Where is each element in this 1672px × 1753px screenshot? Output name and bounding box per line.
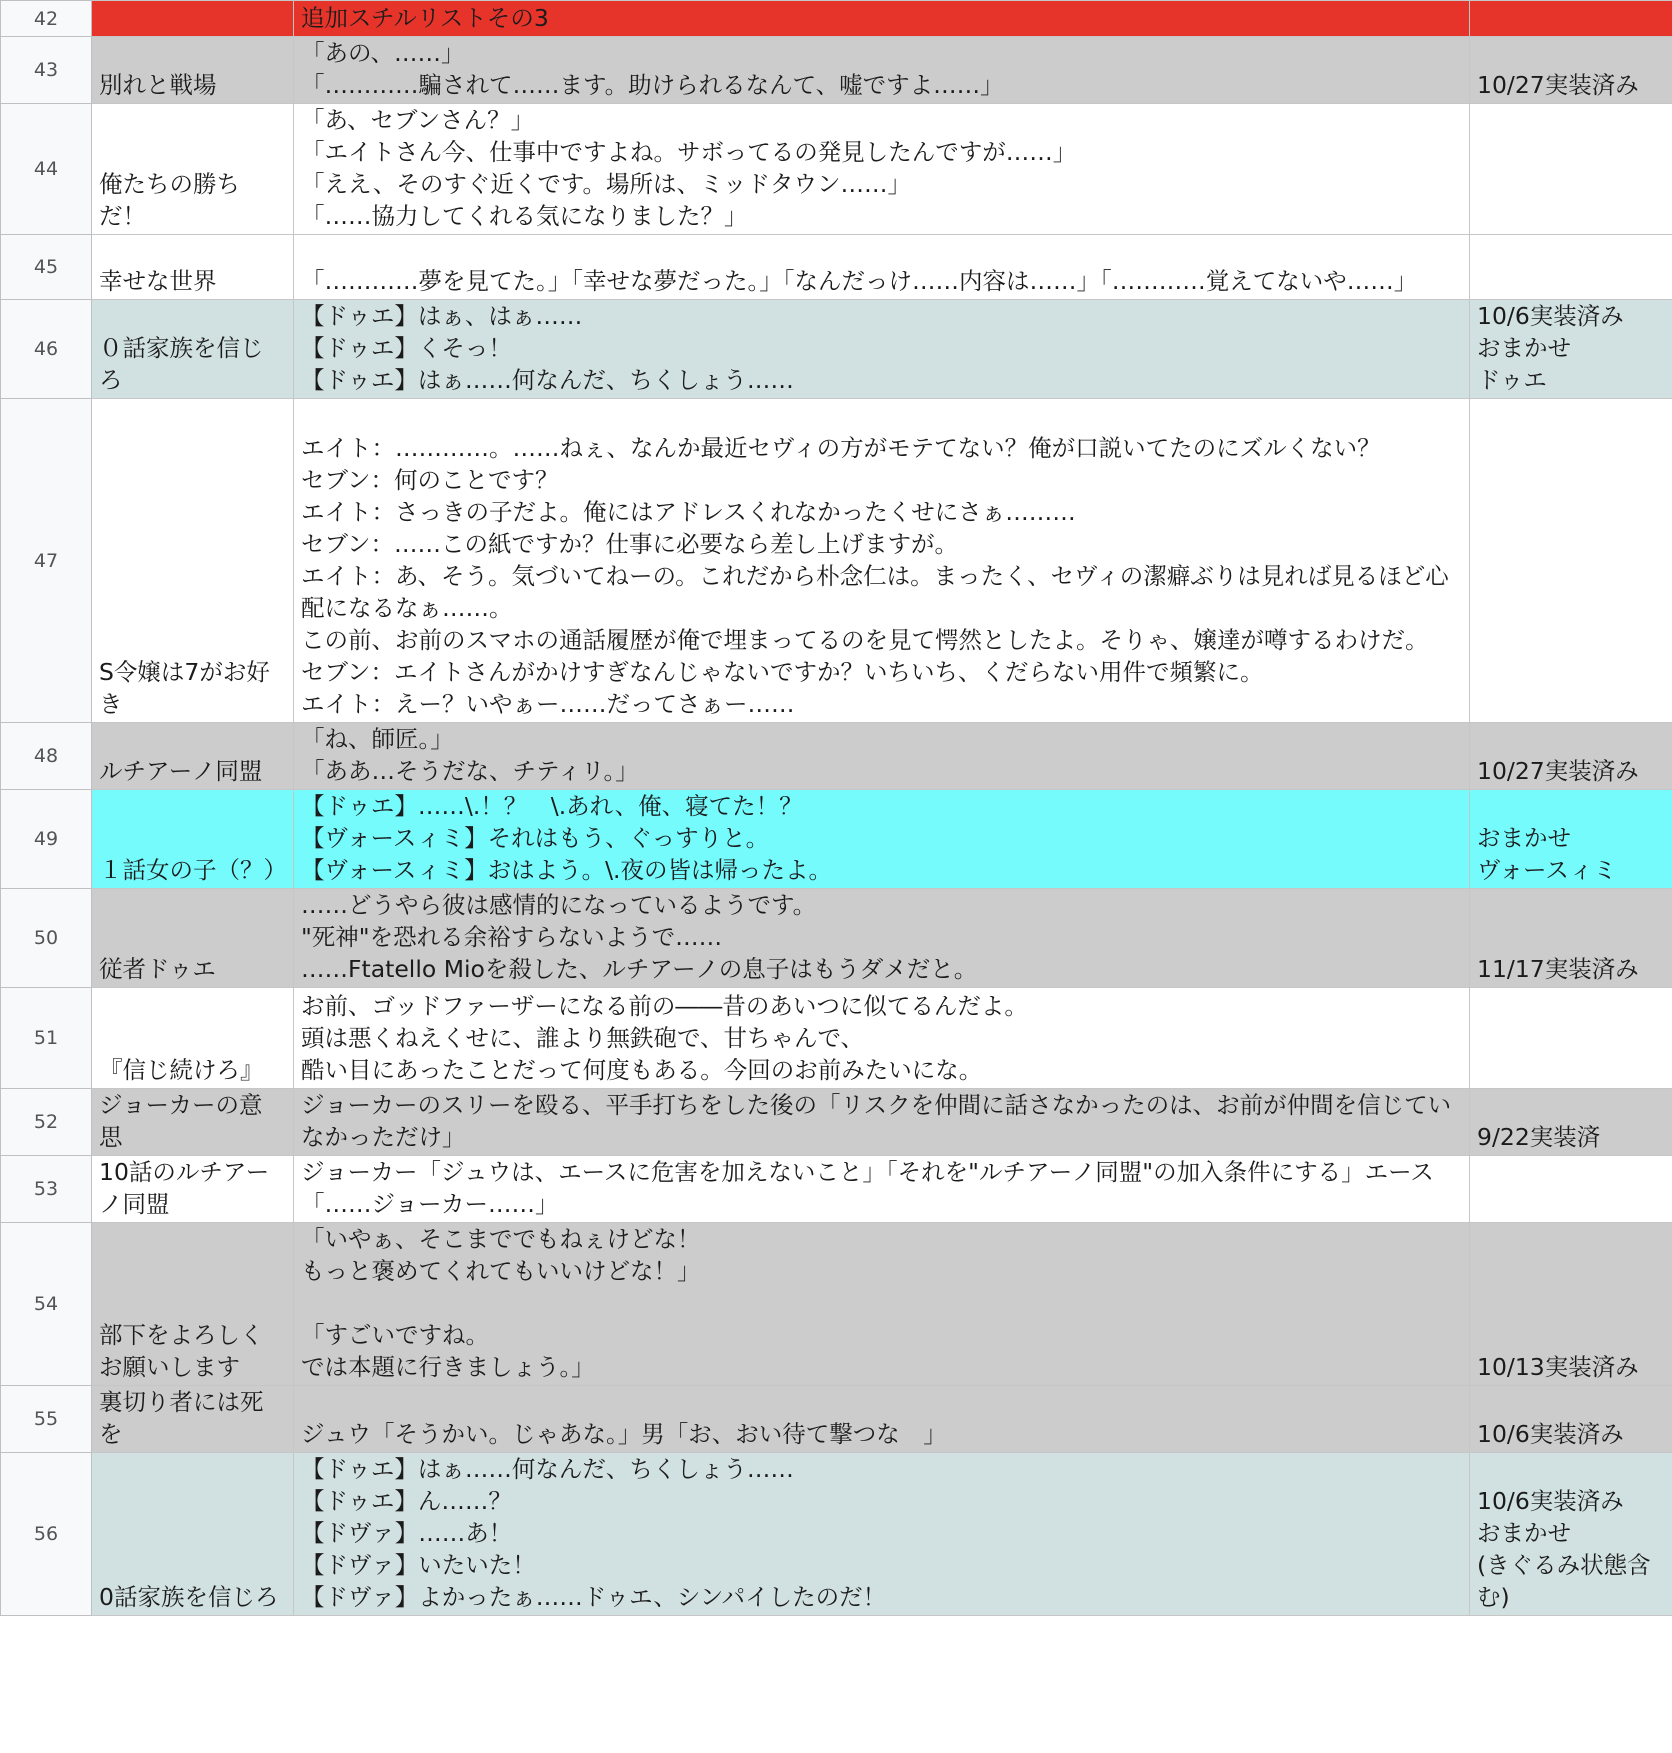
- row-number[interactable]: [1, 104, 92, 235]
- row-number-label: 53: [33, 1178, 59, 1200]
- dialogue-cell[interactable]: [294, 399, 1470, 723]
- row-number[interactable]: [1, 790, 92, 889]
- dialogue-cell[interactable]: [294, 1453, 1470, 1616]
- lines-text: 「いやぁ、そこまででもねぇけどな！ もっと褒めてくれてもいいけどな！」 「すごいですね。 では本題に行きましょう。」: [301, 1225, 701, 1381]
- title-text: １話女の子（？）: [99, 856, 287, 884]
- title-text: 10話のルチアーノ同盟: [99, 1158, 270, 1218]
- table-row: [1, 790, 1672, 889]
- title-cell[interactable]: [92, 399, 294, 723]
- title-cell[interactable]: [92, 889, 294, 988]
- row-number-label: 55: [33, 1408, 59, 1430]
- status-cell[interactable]: [1470, 889, 1672, 988]
- dialogue-cell[interactable]: [294, 235, 1470, 300]
- lines-text: ……どうやら彼は感情的になっているようです。 "死神"を恐れる余裕すらないようで…… ……Ftatello Mioを殺した、ルチアーノの息子はもうダメだと。: [301, 891, 978, 983]
- status-text: 10/6実装済み おまかせ ドゥエ: [1477, 302, 1624, 394]
- row-number[interactable]: [1, 1089, 92, 1156]
- dialogue-cell[interactable]: [294, 300, 1470, 399]
- title-cell[interactable]: [92, 1156, 294, 1223]
- status-text: 10/27実装済み: [1477, 757, 1639, 785]
- dialogue-cell[interactable]: [294, 1223, 1470, 1386]
- status-text: おまかせ ヴォースィミ: [1477, 824, 1617, 884]
- status-cell[interactable]: [1470, 235, 1672, 300]
- dialogue-cell[interactable]: [294, 104, 1470, 235]
- row-number[interactable]: [1, 889, 92, 988]
- table-row: [1, 235, 1672, 300]
- title-text: 幸せな世界: [99, 267, 217, 295]
- lines-text: 【ドゥエ】はぁ……何なんだ、ちくしょう…… 【ドゥエ】ん……？ 【ドヴァ】……あ！ 【ドヴァ】いたいた！ 【ドヴァ】よかったぁ……ドゥエ、シンパイしたのだ！: [301, 1455, 887, 1611]
- table-row: [1, 889, 1672, 988]
- title-cell[interactable]: [92, 1453, 294, 1616]
- row-number[interactable]: [1, 723, 92, 790]
- title-text: 部下をよろしくお願いします: [99, 1321, 264, 1381]
- dialogue-cell[interactable]: [294, 1156, 1470, 1223]
- title-text: ルチアーノ同盟: [99, 757, 263, 785]
- title-text: ジョーカーの意思: [99, 1091, 263, 1151]
- status-cell[interactable]: [1470, 1089, 1672, 1156]
- row-number[interactable]: [1, 1223, 92, 1386]
- lines-text: ジョーカーのスリーを殴る、平手打ちをした後の「リスクを仲間に話さなかったのは、お前が仲間を信じていなかっただけ」: [301, 1091, 1452, 1151]
- status-text: 11/17実装済み: [1477, 955, 1639, 983]
- title-cell[interactable]: [92, 1089, 294, 1156]
- lines-text: 「あの、……」 「…………騙されて……ます。助けられるなんて、嘘ですよ……」: [301, 39, 1004, 99]
- title-text: 0話家族を信じろ: [99, 1583, 279, 1611]
- status-text: 10/6実装済み おまかせ (きぐるみ状態含む): [1477, 1487, 1651, 1611]
- row-number[interactable]: [1, 988, 92, 1089]
- row-number-label: 46: [33, 338, 59, 360]
- status-cell[interactable]: [1470, 1386, 1672, 1453]
- dialogue-cell[interactable]: [294, 1089, 1470, 1156]
- status-cell[interactable]: [1470, 723, 1672, 790]
- status-text: 10/13実装済み: [1477, 1353, 1639, 1381]
- row-number[interactable]: [1, 1386, 92, 1453]
- dialogue-cell[interactable]: [294, 988, 1470, 1089]
- row-number-label: 45: [33, 256, 59, 278]
- row-number[interactable]: [1, 1156, 92, 1223]
- lines-text: 追加スチルリストその3: [301, 4, 549, 32]
- status-cell[interactable]: [1470, 790, 1672, 889]
- lines-text: 「あ、セブンさん？」 「エイトさん今、仕事中ですよね。サボってるの発見したんですが……」 「ええ、そのすぐ近くです。場所は、ミッドタウン……」 「……協力してくれる気になりました？」: [301, 106, 1077, 230]
- table-row: [1, 1156, 1672, 1223]
- title-text: ０話家族を信じろ: [99, 334, 264, 394]
- sheet-body: [1, 1, 1672, 1616]
- status-cell[interactable]: [1470, 1453, 1672, 1616]
- status-cell[interactable]: [1470, 988, 1672, 1089]
- row-number-label: 56: [33, 1523, 59, 1545]
- dialogue-cell[interactable]: [294, 889, 1470, 988]
- row-number[interactable]: [1, 399, 92, 723]
- status-cell[interactable]: [1470, 1, 1672, 37]
- status-cell[interactable]: [1470, 300, 1672, 399]
- lines-text: 「ね、師匠。」 「ああ…そうだな、チティリ。」: [301, 725, 639, 785]
- title-cell[interactable]: [92, 1, 294, 37]
- row-number[interactable]: [1, 235, 92, 300]
- table-row: [1, 104, 1672, 235]
- table-row: [1, 399, 1672, 723]
- status-text: 10/27実装済み: [1477, 71, 1639, 99]
- title-text: 『信じ続けろ』: [99, 1056, 264, 1084]
- status-cell[interactable]: [1470, 37, 1672, 104]
- row-number-label: 44: [33, 158, 59, 180]
- row-number-label: 52: [33, 1111, 59, 1133]
- row-number[interactable]: [1, 1, 92, 37]
- title-text: 俺たちの勝ちだ！: [99, 170, 240, 230]
- row-number-label: 49: [33, 828, 59, 850]
- table-row: [1, 1089, 1672, 1156]
- dialogue-cell[interactable]: [294, 37, 1470, 104]
- lines-text: 【ドゥエ】はぁ、はぁ…… 【ドゥエ】くそっ！ 【ドゥエ】はぁ……何なんだ、ちくしょう……: [301, 302, 794, 394]
- row-number-label: 48: [33, 745, 59, 767]
- table-row: [1, 988, 1672, 1089]
- lines-text: お前、ゴッドファーザーになる前の――昔のあいつに似てるんだよ。 頭は悪くねえくせに、誰より無鉄砲で、甘ちゃんで、 酷い目にあったことだって何度もある。今回のお前みたいにな。: [301, 992, 1028, 1084]
- lines-text: 「…………夢を見てた。」「幸せな夢だった。」「なんだっけ……内容は……」「…………覚えてないや……」: [301, 267, 1418, 295]
- status-cell[interactable]: [1470, 1156, 1672, 1223]
- table-row: [1, 1223, 1672, 1386]
- title-cell[interactable]: [92, 1386, 294, 1453]
- dialogue-cell[interactable]: [294, 1, 1470, 37]
- dialogue-cell[interactable]: [294, 723, 1470, 790]
- status-cell[interactable]: [1470, 1223, 1672, 1386]
- status-text: 10/6実装済み: [1477, 1420, 1624, 1448]
- title-text: S令嬢は7がお好き: [99, 658, 270, 718]
- title-cell[interactable]: [92, 235, 294, 300]
- row-number[interactable]: [1, 37, 92, 104]
- lines-text: 【ドゥエ】……\.！？ \.あれ、俺、寝てた！？ 【ヴォースィミ】それはもう、ぐっすりと。 【ヴォースィミ】おはよう。\.夜の皆は帰ったよ。: [301, 792, 832, 884]
- status-cell[interactable]: [1470, 104, 1672, 235]
- row-number-label: 54: [33, 1293, 59, 1315]
- title-cell[interactable]: [92, 988, 294, 1089]
- title-cell[interactable]: [92, 300, 294, 399]
- row-number-label: 51: [33, 1027, 59, 1049]
- dialogue-cell[interactable]: [294, 1386, 1470, 1453]
- title-text: 従者ドゥエ: [99, 955, 216, 983]
- dialogue-cell[interactable]: [294, 790, 1470, 889]
- table-row: [1, 723, 1672, 790]
- table-row: [1, 37, 1672, 104]
- table-row: [1, 300, 1672, 399]
- row-number-label: 47: [33, 549, 59, 572]
- title-cell[interactable]: [92, 104, 294, 235]
- lines-text: エイト：…………。……ねぇ、なんか最近セヴィの方がモテてない？俺が口説いてたのにズルくない？ セブン：何のことです？ エイト：さっきの子だよ。俺にはアドレスくれなかったくせにさぁ……… セブン：……この紙ですか？仕事に必要なら差し上げますが。 エイト：あ、そう。気づいてねーの。これだから朴念仁は。まったく、セヴィの潔癖ぶりは見れば見るほど心配になるなぁ……。 この前、お前のスマホの通話履歴が俺で埋まってるのを見て愕然としたよ。そりゃ、嬢達が噂するわけだ。 セブン：エイトさんがかけすぎなんじゃないですか？いちいち、くだらない用件で頻繁に。 エイト：えー？いやぁー……だってさぁー……: [301, 434, 1449, 718]
- table-row: [1, 1386, 1672, 1453]
- row-number-label: 50: [33, 927, 59, 949]
- row-number[interactable]: [1, 300, 92, 399]
- lines-text: ジュウ「そうかい。じゃあな。」男「お、おい待て撃つな 」: [301, 1420, 947, 1448]
- status-cell[interactable]: [1470, 399, 1672, 723]
- row-number-label: 43: [33, 59, 59, 81]
- status-text: 9/22実装済: [1477, 1123, 1601, 1151]
- lines-text: ジョーカー「ジュウは、エースに危害を加えないこと」「それを"ルチアーノ同盟"の加入条件にする」エース「……ジョーカー……」: [301, 1158, 1434, 1218]
- row-number[interactable]: [1, 1453, 92, 1616]
- table-row: [1, 1, 1672, 37]
- table-row: [1, 1453, 1672, 1616]
- title-cell[interactable]: [92, 37, 294, 104]
- title-cell[interactable]: [92, 723, 294, 790]
- title-text: 別れと戦場: [99, 71, 217, 99]
- title-cell[interactable]: [92, 1223, 294, 1386]
- row-number-label: 42: [33, 7, 59, 30]
- title-text: 裏切り者には死を: [99, 1388, 264, 1448]
- title-cell[interactable]: [92, 790, 294, 889]
